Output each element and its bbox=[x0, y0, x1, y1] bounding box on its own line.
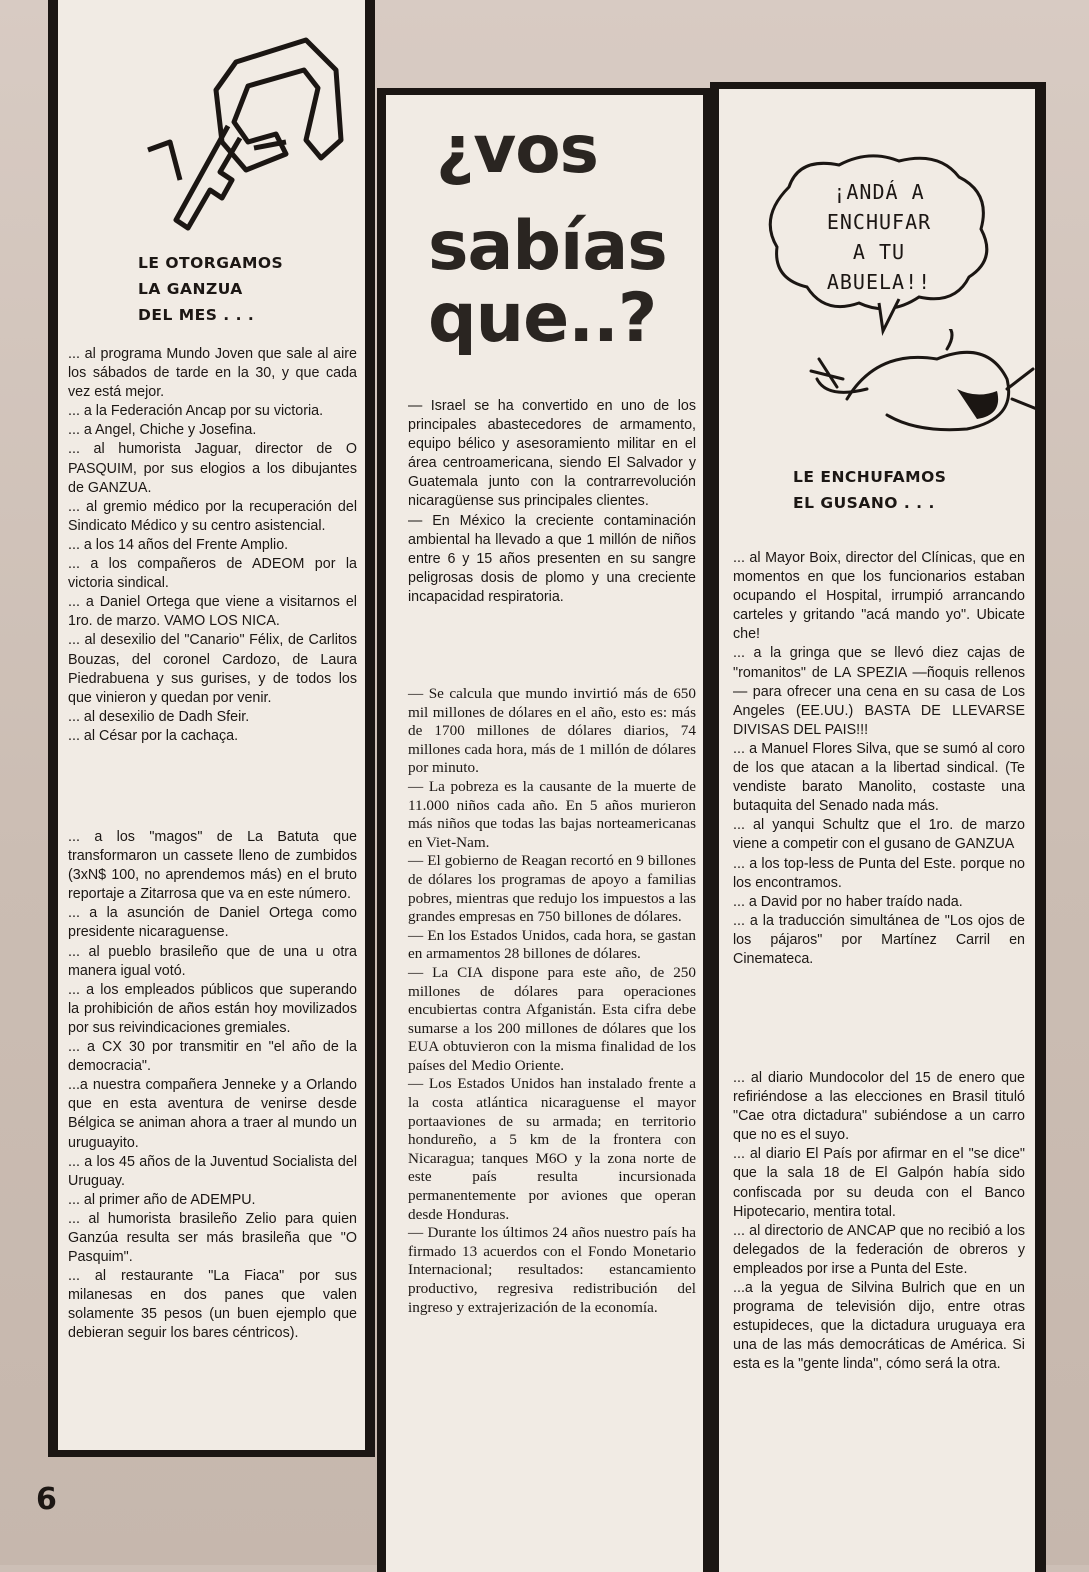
sabias-serif-paragraphs: — Se calcula que mundo invirtió más de 650 mil millones de dólares en el año, esto es: más de 1700 millones de dólares diarios, 74 millones cada hora, más de 1 millón de dólares por minuto. — La pobreza es la causante de la muerte de 11.000 niños cada año. En 5 años murieron más niños que todas las bajas norteamericanas en Viet-Nam. — El gobierno de Reagan recortó en 9 billones de dólares los programas de apoyo a familias pobres, mientras que redujo los impuestos a las grandes empresas en 750 billones de dólares. — En los Estados Unidos, cada hora, se gastan en armamentos 28 billones de dólares. — La CIA dispone para este año, de 250 millones de dólares para operaciones encubiertas contra Afganistán. Esta cifra debe sumarse a los 200 millones de dólares que los EUA obtuvieron con la misma finalidad de los países del Medio Oriente. — Los Estados Unidos han instalado frente a la costa atlántica nicaraguense el mayor portaaviones de su armada; en territorio hondureño, a 5 km de la frontera con Nicaragua; tanques M6O y la zona norte de este país resulta incursionada permanentemente por aviones que operan desde Honduras. — Durante los últimos 24 años nuestro país ha firmado 13 acuerdos con el Fondo Monetario Internacional; resultados: estancamiento productivo, regresiva redistribución del ingreso y extrajerización de la economía. bbox=[408, 685, 696, 1316]
page-number: 6 bbox=[36, 1482, 57, 1517]
middle-column bbox=[377, 88, 712, 1572]
sabias-sans-paragraphs: — Israel se ha convertido en uno de los principales abastecedores de armamento, equipo bélico y asesoramiento militar en el área centroamericana, siendo El Salvador y Guatemala junto con la contrarrevolución nicaragüense sus principales clientes. — En México la creciente contaminación ambiental ha llevado a que 1 millón de niños entre 6 y 15 años presenten en su sangre peligrosas dosis de plomo y una creciente incapacidad respiratoria. bbox=[408, 398, 696, 605]
right-column bbox=[710, 82, 1046, 1572]
gusano-list-part-1: ... al Mayor Boix, director del Clínicas, que en momentos en que los funcionarios estaban ocupando el Hospital, irrumpió arrancando carteles y gritando "acá mando yo". Ubicate che! ... a la gringa que se llevó diez cajas de "romanitos" de LA SPEZIA —ñoquis rellenos— para ofrecer una cena en su casa de Los Angeles (EE.UU.) BASTA DE LLEVARSE DIVISAS DEL PAIS!!! ... a Manuel Flores Silva, que se sumó al coro de los que atacan a la libertad sindical. (Te vendiste barato Manolito, costaste una butaquita del Senado nada más. ... al yanqui Schultz que el 1ro. de marzo viene a competir con el gusano de GANZUA ... a los top-less de Punta del Este. porque no los encontramos. ... a David por no haber traído nada. ... a la traducción simultánea de "Los ojos de los pájaros" por Martínez Carril en Cinemateca. bbox=[733, 550, 1025, 967]
ganzua-list-part-2: ... a los "magos" de La Batuta que transformaron un cassete lleno de zumbidos (3xN$ 100, no aprendemos más) en el bruto reportaje a Zitarrosa que va en este número. ... a la asunción de Daniel Ortega como presidente nicaraguense. ... al pueblo brasileño que de una u otra manera igual votó. ... a los empleados públicos que superando la prohibición de años están hoy movilizados por sus reivindicaciones gremiales. ... a CX 30 por transmitir en "el año de la democracia". ...a nuestra compañera Jenneke y a Orlando que en esta aventura de venirse desde Bélgica se animan ahora a traer al mundo un uruguayito. ... a los 45 años de la Juventud Socialista del Uruguay. ... al primer año de ADEMPU. ... al humorista brasileño Zelio para quien Ganzúa resulta ser más brasileña que "O Pasquim". ... al restaurante "La Fiaca" por sus milanesas en dos panes que valen solamente 35 pesos (un buen ejemplo que debieran seguir los bares céntricos). bbox=[68, 829, 357, 1342]
key-icon bbox=[136, 30, 346, 240]
worm-plug-icon bbox=[807, 329, 1037, 439]
speech-bubble-text: ¡ANDÁ A ENCHUFAR A TU ABUELA!! bbox=[826, 180, 932, 294]
left-column bbox=[58, 0, 375, 1457]
gusano-heading: LE ENCHUFAMOS EL GUSANO . . . bbox=[793, 468, 947, 512]
left-column-rule bbox=[48, 0, 58, 1457]
title-line-3: que..? bbox=[428, 279, 657, 358]
ganzua-list-part-1: ... al programa Mundo Joven que sale al aire los sábados de tarde en la 30, y que cada vez está mejor. ... a la Federación Ancap por su victoria. ... a Angel, Chiche y Josefina. ... al humorista Jaguar, director de O PASQUIM, por sus elogios a los dibujantes de GANZUA. ... al gremio médico por la recuperación del Sindicato Médico y su centro asistencial. ... a los 14 años del Frente Amplio. ... a los compañeros de ADEOM por la victoria sindical. ... a Daniel Ortega que viene a visitarnos el 1ro. de marzo. VAMO LOS NICA. ... al desexilio del "Canario" Félix, de Carlitos Bouzas, del coronel Cardozo, de Laura Piedrabuena y sus gurises, y de todos los que vinieron y quedan por venir. ... al desexilio de Dadh Sfeir. ... al César por la cachaça. bbox=[68, 346, 357, 744]
ganzua-heading: LE OTORGAMOS LA GANZUA DEL MES . . . bbox=[138, 254, 284, 324]
title-line-2: sabías bbox=[428, 207, 667, 286]
gusano-list-part-2: ... al diario Mundocolor del 15 de enero que refiriéndose a las elecciones en Brasil tituló "Cae otra dictadura" subiéndose a un carro que no es el suyo. ... al diario El País por afirmar en el "se dice" que la sala 18 de El Galpón había sido confiscada por su deuda con el Banco Hipotecario, mentira total. ... al directorio de ANCAP que no recibió a los delegados de la federación de obreros y empleados por irse a Punta del Este. ...a la yegua de Silvina Bulrich que en un programa de televisión dijo, entre otras estupideces, que la dictadura uruguaya era una de las más democráticas de América. Si esta es la "gente linda", cómo será la otra. bbox=[733, 1070, 1025, 1373]
title-line-1: ¿vos bbox=[436, 111, 598, 188]
